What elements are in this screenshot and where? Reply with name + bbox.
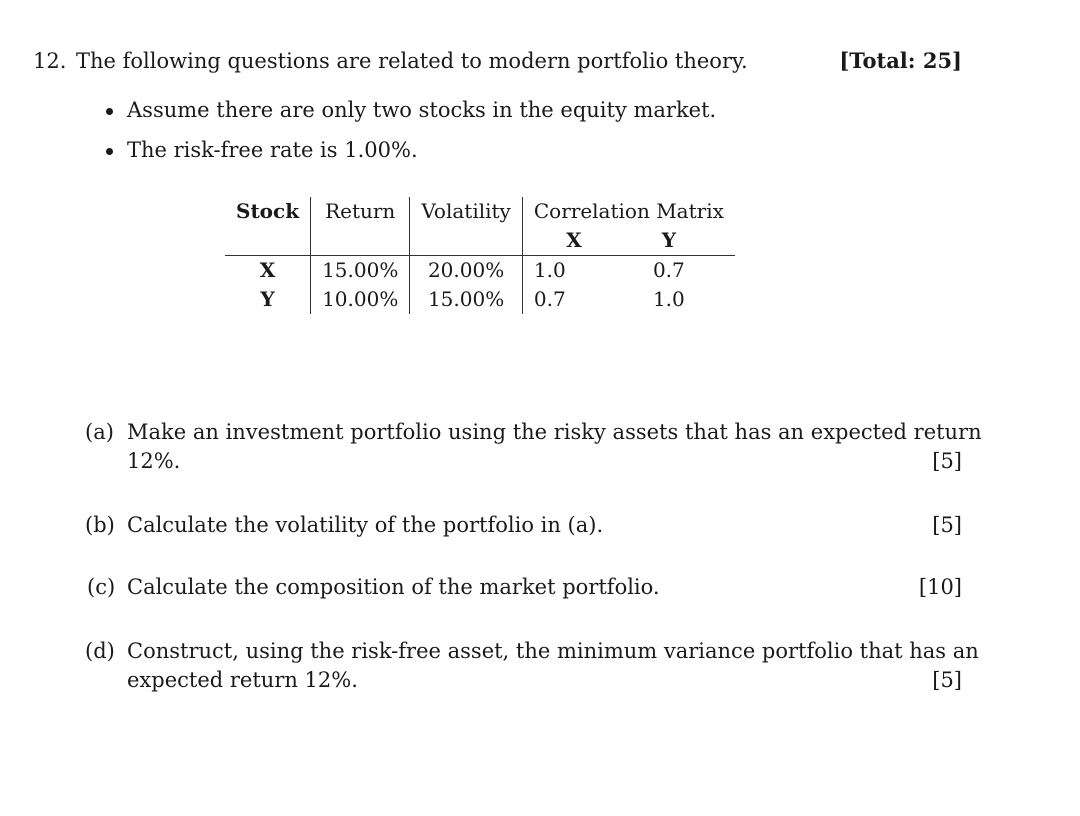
- header-volatility: Volatility: [410, 197, 523, 226]
- part-b-marks: [5]: [932, 513, 962, 537]
- bullet-icon: [106, 108, 113, 115]
- table-header-row: [225, 197, 735, 226]
- part-d-text: Construct, using the risk-free asset, the minimum variance portfolio that has an: [127, 639, 979, 663]
- question-number: 12.: [33, 49, 67, 73]
- cell-corr-y: 0.7: [614, 256, 735, 286]
- part-d-marks: [5]: [932, 668, 962, 692]
- stock-data-table: [225, 197, 735, 314]
- cell-stock: X: [225, 256, 311, 286]
- part-a-label: (a): [85, 420, 114, 444]
- part-d-text-continued: expected return 12%.: [127, 668, 358, 692]
- part-b-text: Calculate the volatility of the portfolio in (a).: [127, 513, 604, 537]
- cell-volatility: 20.00%: [410, 256, 523, 286]
- part-c-marks: [10]: [918, 575, 962, 599]
- header-stock: Stock: [236, 199, 300, 223]
- question-total-marks: [Total: 25]: [839, 48, 962, 73]
- header-return: Return: [311, 197, 410, 226]
- cell-stock: Y: [260, 287, 275, 311]
- table-subheader-row: [225, 226, 735, 256]
- table-row: [225, 256, 735, 286]
- cell-corr-x: 1.0: [522, 256, 614, 286]
- cell-return: 10.00%: [311, 285, 410, 314]
- header-correlation-matrix: Correlation Matrix: [522, 197, 735, 226]
- header-corr-y: Y: [661, 228, 676, 252]
- cell-corr-x: 0.7: [522, 285, 614, 314]
- question-text: The following questions are related to modern portfolio theory.: [76, 49, 748, 73]
- part-a-text: Make an investment portfolio using the risky assets that has an expected return: [127, 420, 982, 444]
- part-a-text-continued: 12%.: [127, 449, 181, 473]
- table-row: [225, 285, 735, 314]
- part-c-text: Calculate the composition of the market portfolio.: [127, 575, 660, 599]
- part-b-label: (b): [85, 513, 115, 537]
- bullet-item-risk-free: The risk-free rate is 1.00%.: [127, 138, 418, 162]
- part-d-label: (d): [85, 639, 115, 663]
- bullet-icon: [106, 148, 113, 155]
- part-c-label: (c): [87, 575, 116, 599]
- cell-corr-y: 1.0: [652, 287, 685, 311]
- cell-volatility: 15.00%: [410, 285, 523, 314]
- cell-return: 15.00%: [311, 256, 410, 286]
- bullet-item-market: Assume there are only two stocks in the equity market.: [127, 98, 717, 122]
- part-a-marks: [5]: [932, 449, 962, 473]
- header-corr-x: X: [522, 226, 614, 256]
